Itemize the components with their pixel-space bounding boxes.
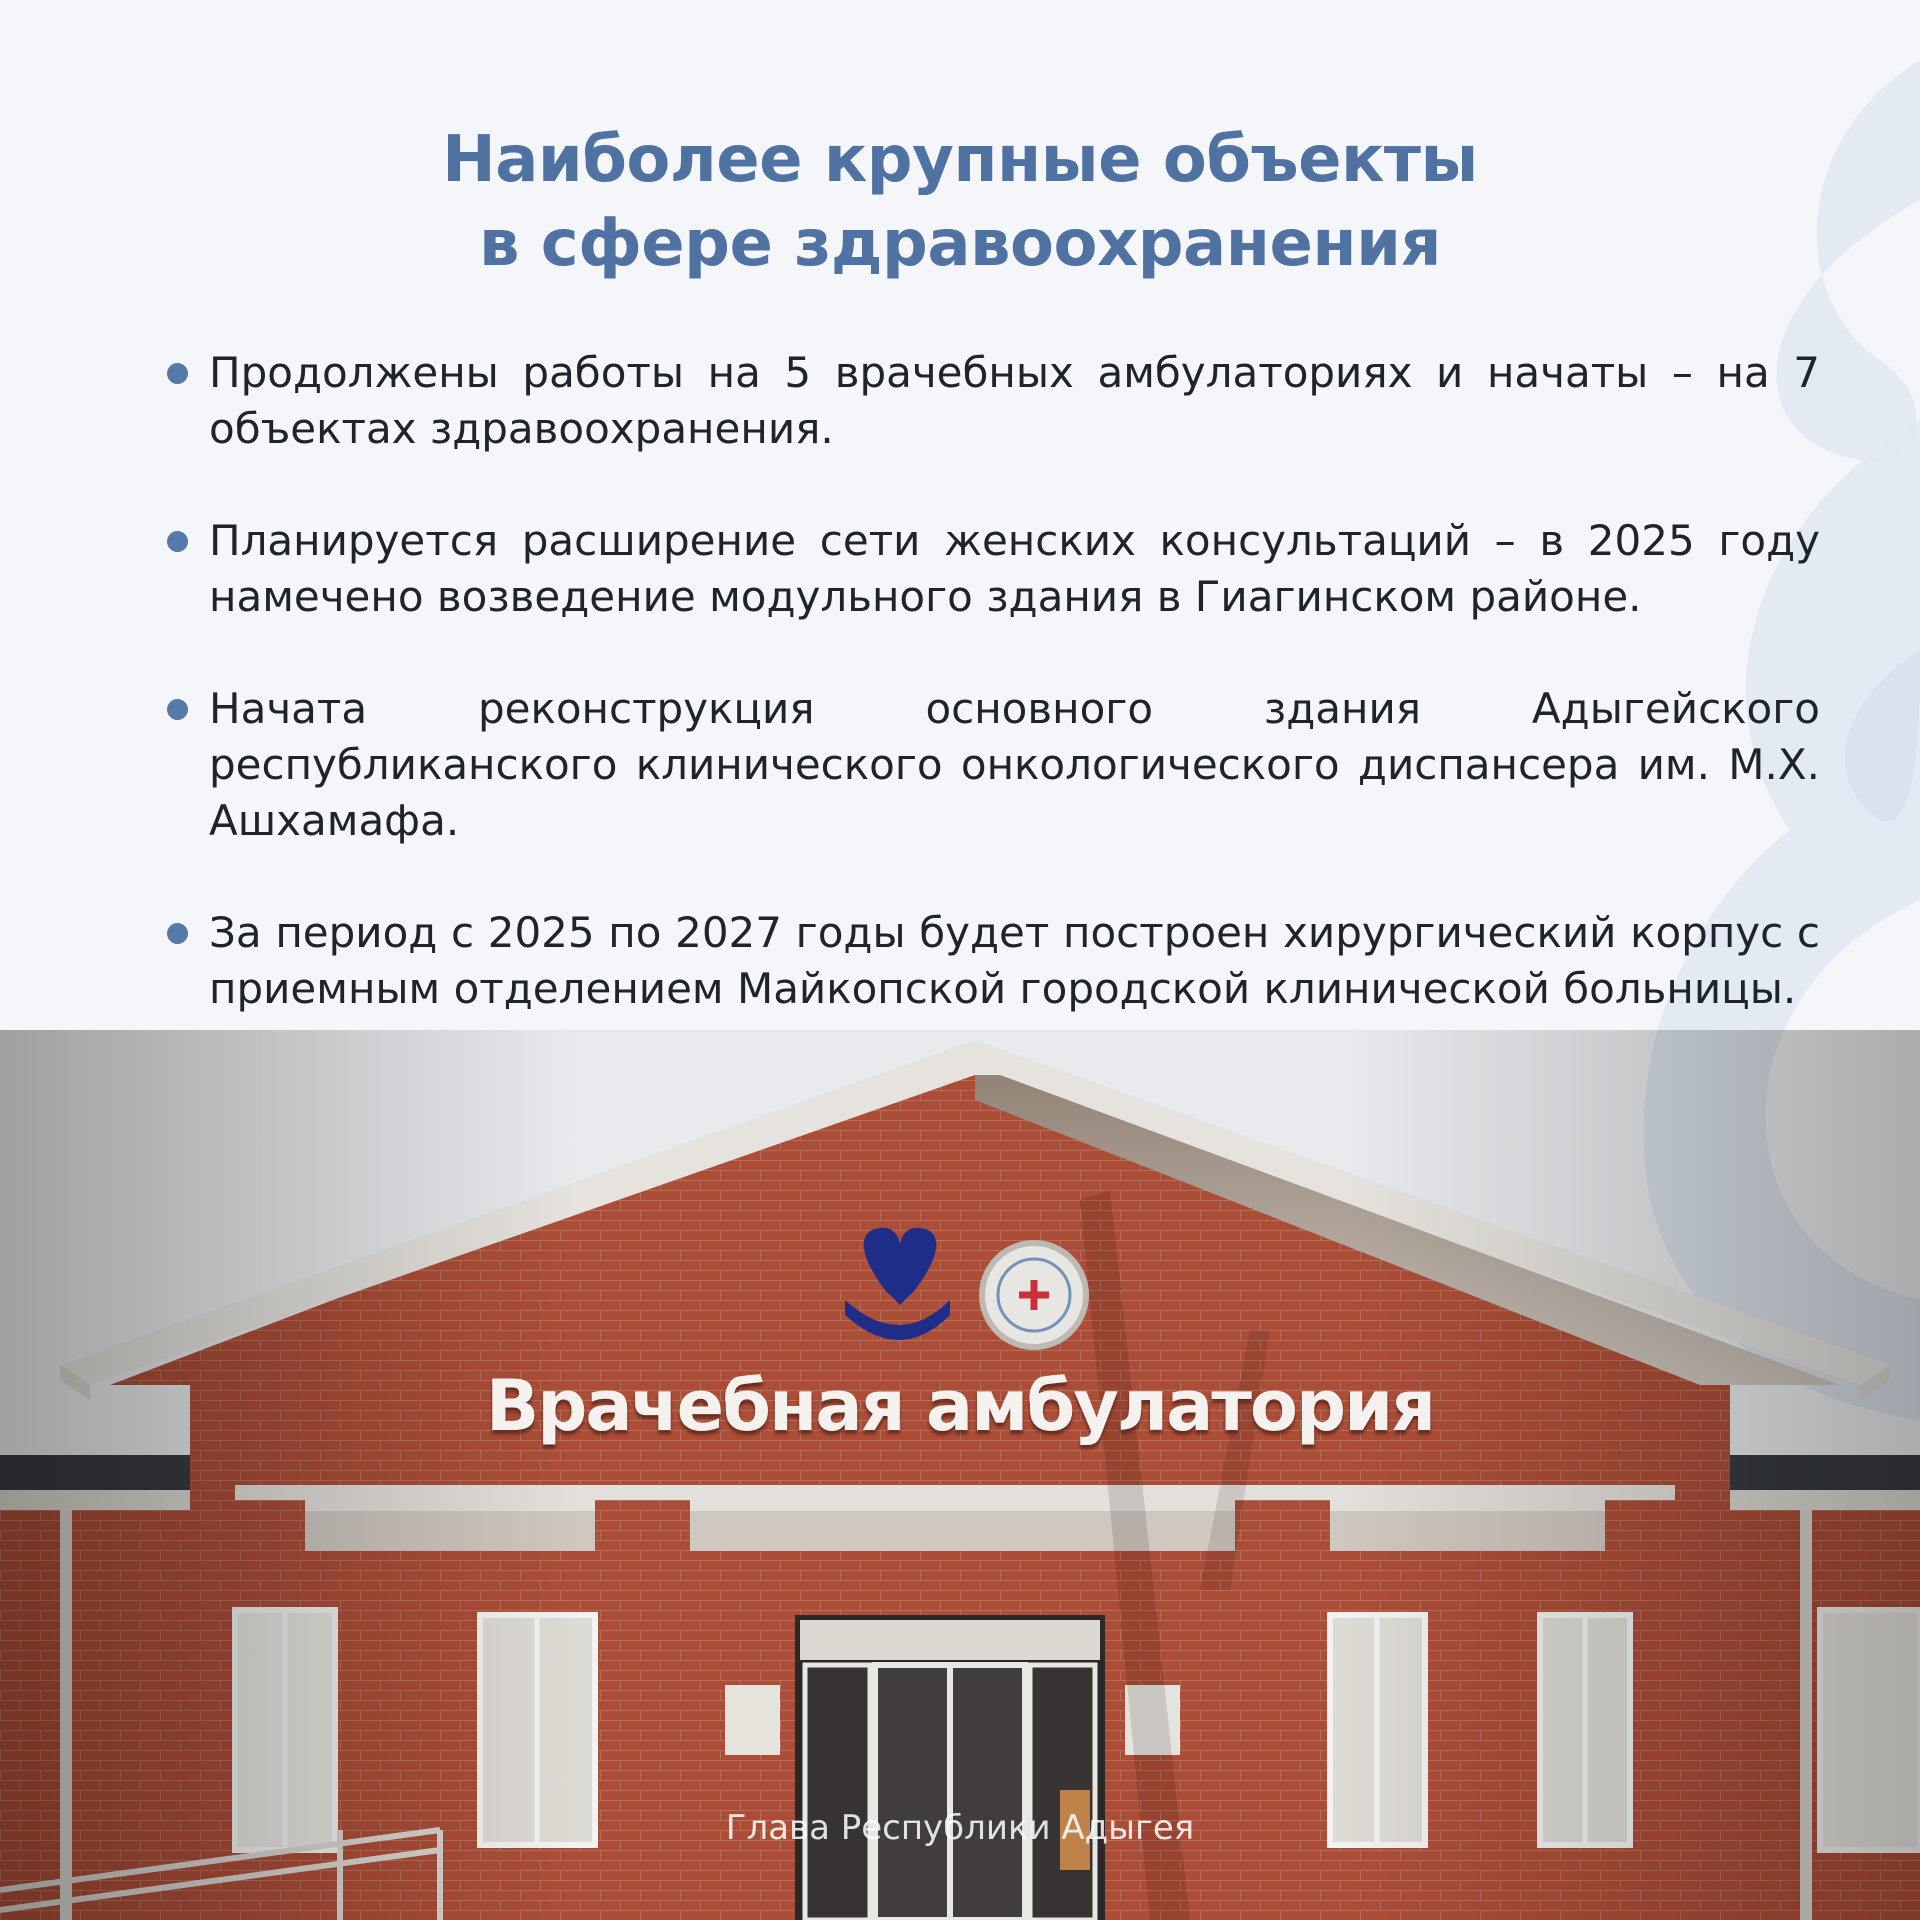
title-line-1: Наиболее крупные объекты — [442, 123, 1478, 197]
bullet-dot-icon — [167, 363, 188, 384]
building-sign: Врачебная амбулатория — [485, 1365, 1435, 1447]
list-item-text: Продолжены работы на 5 врачебных амбулаториях и начаты – на 7 объектах здравоохранения. — [209, 348, 1820, 453]
list-item-text: Планируется расширение сети женских консультаций – в 2025 году намечено возведение модульного здания в Гиагинском районе. — [209, 516, 1820, 621]
clinic-building-photo — [0, 1030, 1920, 1920]
bullet-dot-icon — [167, 923, 188, 944]
list-item — [165, 513, 1820, 625]
list-item — [165, 905, 1820, 1017]
title-line-2: в сфере здравоохранения — [479, 207, 1441, 281]
list-item-text: Начата реконструкция основного здания Адыгейского республиканского клинического онкологического диспансера им. М.Х. Ашхамафа. — [209, 684, 1820, 845]
list-item-text: За период с 2025 по 2027 годы будет построен хирургический корпус с приемным отделением Майкопской городской клинической больницы. — [209, 908, 1820, 1013]
credit-caption: Глава Республики Адыгея — [725, 1808, 1195, 1848]
bullet-dot-icon — [167, 699, 188, 720]
bullet-dot-icon — [167, 531, 188, 552]
list-item — [165, 681, 1820, 849]
list-item — [165, 345, 1820, 457]
page-title — [0, 118, 1920, 286]
bullet-list — [165, 345, 1820, 1073]
